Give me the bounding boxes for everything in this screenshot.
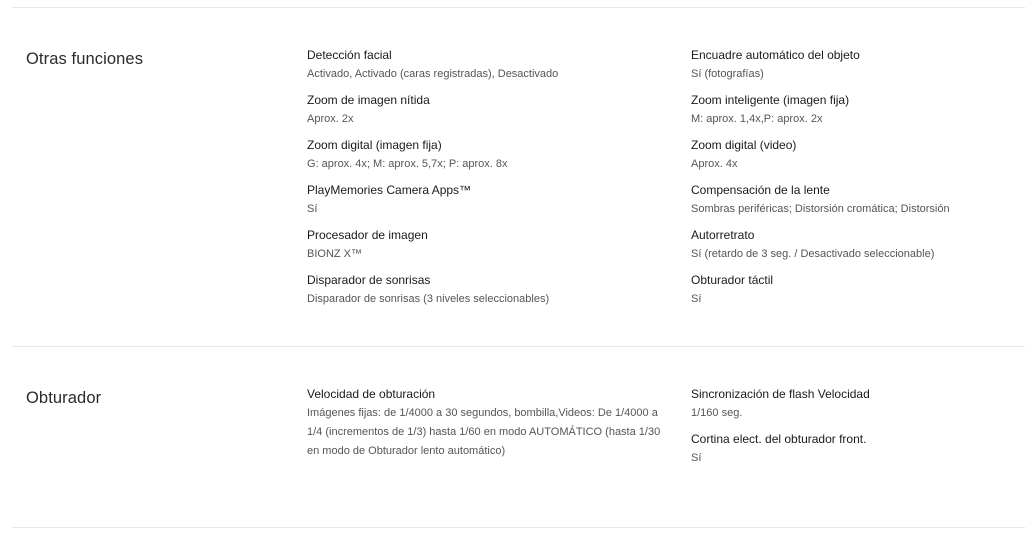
spec-label: Compensación de la lente: [691, 183, 830, 197]
spec-label: Sincronización de flash Velocidad: [691, 387, 870, 401]
spec-label: Zoom inteligente (imagen fija): [691, 93, 850, 107]
spec-value: Sí: [691, 452, 702, 464]
spec-label: Cortina elect. del obturador front.: [691, 432, 867, 446]
section-title: Obturador: [26, 389, 102, 407]
spec-label: Zoom digital (imagen fija): [307, 138, 442, 152]
spec-section-otras-funciones: [12, 7, 1025, 346]
spec-label: Velocidad de obturación: [307, 387, 436, 401]
spec-value: Sí: [307, 203, 318, 215]
spec-value: M: aprox. 1,4x,P: aprox. 2x: [691, 113, 823, 125]
spec-value: Sí (retardo de 3 seg. / Desactivado seleccionable): [691, 248, 935, 260]
spec-item-velocidad-obturacion: [307, 385, 662, 461]
spec-item-playmemories: [307, 181, 637, 219]
spec-item-disparador-sonrisas: [307, 271, 637, 309]
spec-label: Obturador táctil: [691, 273, 774, 287]
spec-label: Autorretrato: [691, 228, 755, 242]
spec-value: Aprox. 2x: [307, 113, 354, 125]
spec-column-right: [691, 385, 1011, 475]
spec-column-left: [307, 385, 662, 468]
spec-item-procesador-imagen: [307, 226, 637, 264]
spec-item-cortina-electronica: [691, 430, 1011, 468]
spec-value: Sombras periféricas; Distorsión cromática; Distorsión: [691, 203, 950, 215]
spec-value: Disparador de sonrisas (3 niveles seleccionables): [307, 293, 550, 305]
spec-value: Activado, Activado (caras registradas), Desactivado: [307, 68, 559, 80]
spec-label: Zoom digital (video): [691, 138, 797, 152]
spec-value: BIONZ X™: [307, 248, 363, 260]
spec-item-sincronizacion-flash: [691, 385, 1011, 423]
spec-column-right: [691, 46, 1011, 316]
spec-item-encuadre-automatico: [691, 46, 1011, 84]
spec-item-zoom-imagen-nitida: [307, 91, 637, 129]
spec-label: Zoom de imagen nítida: [307, 93, 430, 107]
spec-item-autorretrato: [691, 226, 1011, 264]
spec-item-zoom-digital-video: [691, 136, 1011, 174]
spec-label: Disparador de sonrisas: [307, 273, 431, 287]
spec-value: Sí: [691, 293, 702, 305]
spec-value: G: aprox. 4x; M: aprox. 5,7x; P: aprox. 8x: [307, 158, 508, 170]
spec-label: Detección facial: [307, 48, 392, 62]
spec-label: Encuadre automático del objeto: [691, 48, 860, 62]
spec-item-zoom-digital-imagen-fija: [307, 136, 637, 174]
spec-value: Aprox. 4x: [691, 158, 738, 170]
section-title: Otras funciones: [26, 50, 144, 68]
spec-value: Imágenes fijas: de 1/4000 a 30 segundos, bombilla,Videos: De 1/4000 a 1/4 (incrementos de 1/3) hasta 1/60 en modo AUTOMÁTICO (hasta 1/30 en modo de Obturador lento automático): [307, 407, 661, 457]
spec-value: Sí (fotografías): [691, 68, 764, 80]
spec-column-left: [307, 46, 637, 316]
spec-section-obturador: [12, 346, 1025, 527]
spec-label: Procesador de imagen: [307, 228, 428, 242]
spec-label: PlayMemories Camera Apps™: [307, 183, 472, 197]
spec-item-obturador-tactil: [691, 271, 1011, 309]
spec-item-deteccion-facial: [307, 46, 637, 84]
spec-item-compensacion-lente: [691, 181, 1011, 219]
spec-item-zoom-inteligente: [691, 91, 1011, 129]
spec-value: 1/160 seg.: [691, 407, 743, 419]
bottom-divider: [12, 527, 1025, 528]
